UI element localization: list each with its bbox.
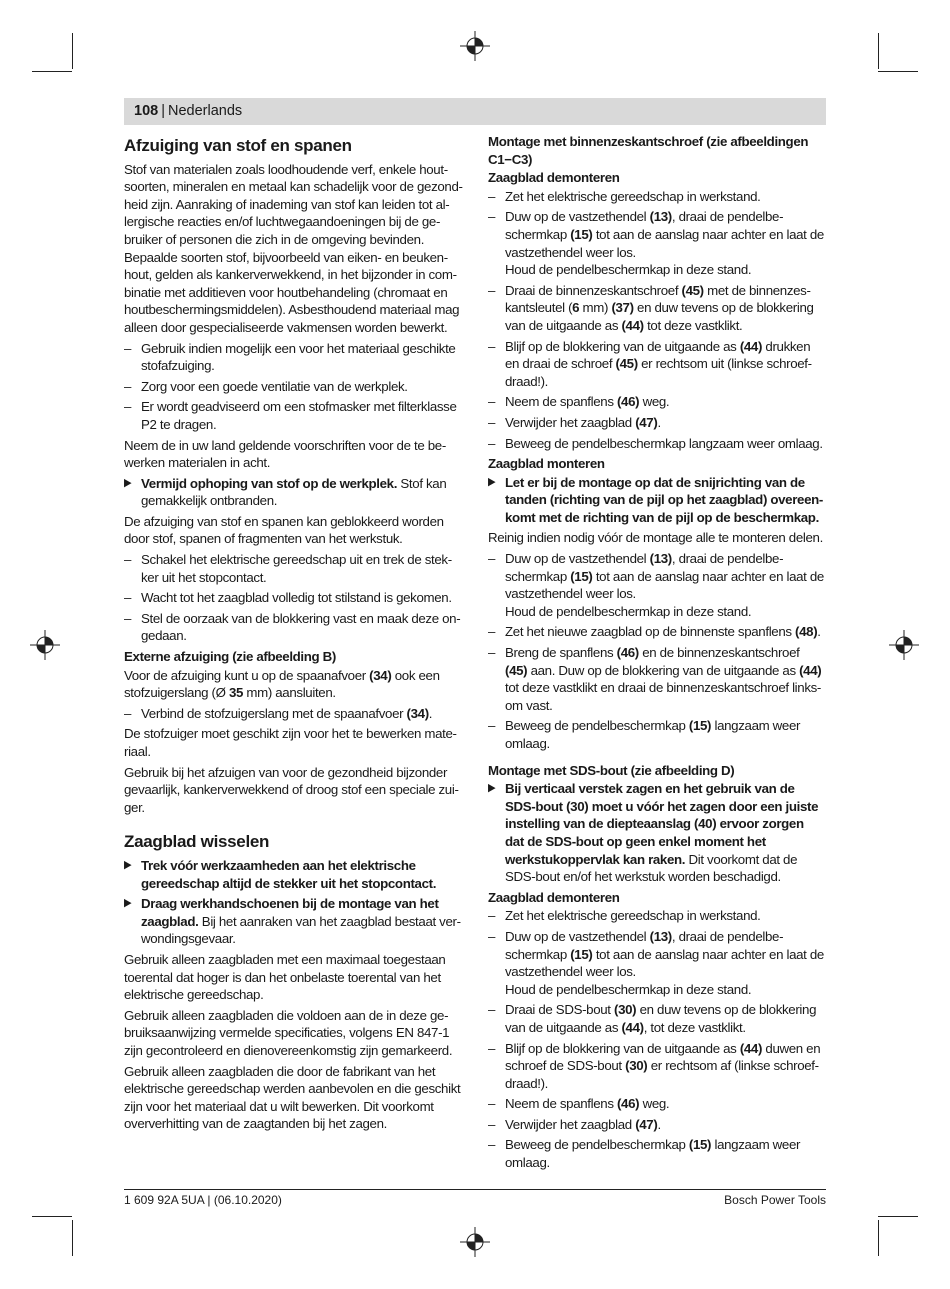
list-item: – Breng de spanflens (46) en de binnenzeskantschroef (45) aan. Duw op de blokkering van de uitgaande as (44) tot deze vastklikt en draai de binnenzeskantschroef linksom vast. [488, 645, 822, 713]
registration-mark-icon [889, 630, 919, 660]
warning-item: ▶ Trek vóór werkzaamheden aan het elektrische gereedschap altijd de stekker uit het stopcontact. [124, 857, 437, 891]
dash-marker: – [488, 188, 496, 204]
subsection-title: Montage met binnenzeskantschroef (zie afbeeldingen C1−C3) [488, 134, 809, 167]
dash-marker: – [488, 1096, 496, 1112]
list-item: – Beweeg de pendelbeschermkap langzaam weer omlaag. [488, 435, 823, 451]
list-item: – Neem de spanflens (46) weg. [488, 394, 670, 410]
crop-mark [878, 1216, 918, 1217]
list-item: – Duw op de vastzethendel (13), draai de pendelbeschermkap (15) tot aan de aanslag naar achter en laat de vastzethendel weer los. Houd de pendelbeschermkap in deze stand. [488, 928, 824, 997]
crop-mark [32, 71, 72, 72]
crop-mark [72, 33, 73, 69]
registration-mark-icon [460, 1227, 490, 1257]
warning-item: ▶ Vermijd ophoping van stof op de werkplek. Stof kan gemakkelijk ontbranden. [124, 475, 447, 509]
header-language: Nederlands [167, 103, 243, 119]
paragraph: Gebruik alleen zaagbladen die door de fabrikant van het elektrische gereedschap werden aanbevolen en die geschikt zijn voor het materiaal dat u wilt bewerken. Dit voorkomt oververhitting van de zaagtanden bij het zagen. [124, 1063, 461, 1132]
list-item: – Zet het nieuwe zaagblad op de binnenste spanflens (48). [488, 624, 821, 640]
list-item: – Er wordt geadviseerd om een stofmasker met filterklasse P2 te dragen. [124, 399, 457, 432]
dash-marker: – [488, 928, 496, 944]
footer-doc-id: 1 609 92A 5UA | (06.10.2020) [124, 1193, 282, 1207]
list-item: – Zet het elektrische gereedschap in werkstand. [488, 188, 761, 204]
list-item: – Beweeg de pendelbeschermkap (15) langzaam weer omlaag. [488, 1137, 801, 1171]
arrow-marker-icon: ▶ [124, 897, 132, 910]
footer-brand: Bosch Power Tools [724, 1193, 826, 1207]
paragraph: Gebruik alleen zaagbladen met een maximaal toegestaan toerental dat hoger is dan het onbelaste toerental van het elektrische gereedschap. [124, 951, 446, 1003]
dash-marker: – [488, 282, 496, 298]
dash-marker: – [124, 378, 132, 394]
dash-marker: – [488, 338, 496, 354]
dash-marker: – [488, 1002, 496, 1018]
dash-marker: – [124, 590, 132, 606]
dash-marker: – [124, 610, 132, 626]
arrow-marker-icon: ▶ [124, 858, 132, 871]
dash-marker: – [488, 414, 496, 430]
list-item: – Gebruik indien mogelijk een voor het materiaal geschikte stofafzuiging. [124, 340, 456, 374]
paragraph: Neem de in uw land geldende voorschriften voor de te bewerken materialen in acht. [124, 437, 447, 471]
arrow-marker-icon: ▶ [488, 782, 496, 795]
page-header [124, 98, 826, 125]
paragraph: De stofzuiger moet geschikt zijn voor het te bewerken materiaal. [124, 726, 457, 759]
footer-rule [124, 1189, 826, 1190]
paragraph: Reinig indien nodig vóór de montage alle te monteren delen. [488, 530, 823, 546]
list-item: – Neem de spanflens (46) weg. [488, 1096, 670, 1112]
section-title-blade: Zaagblad wisselen [124, 832, 270, 852]
dash-marker: – [488, 209, 496, 225]
dash-marker: – [488, 435, 496, 451]
list-item: – Wacht tot het zaagblad volledig tot stilstand is gekomen. [124, 590, 452, 606]
subsection-title: Montage met SDS-bout (zie afbeelding D) [488, 762, 735, 778]
list-item: – Blijf op de blokkering van de uitgaande as (44) duwen en schroef de SDS-bout (30) er rechtsom af (linkse schroefdraad!). [488, 1040, 821, 1091]
warning-item: ▶ Bij verticaal verstek zagen en het gebruik van de SDS-bout (30) moet u vóór het zagen door een juiste instelling van de diepteaanslag (40) ervoor zorgen dat de SDS-bout op geen enkel moment het werkstukoppervlak kan raken. Dit voorkomt dat de SDS-bout en/of het werkstuk worden beschadigd. [488, 781, 819, 885]
list-item: – Verwijder het zaagblad (47). [488, 1116, 661, 1132]
right-column [488, 133, 825, 1175]
list-item: – Zorg voor een goede ventilatie van de werkplek. [124, 378, 408, 394]
dash-marker: – [124, 705, 132, 721]
dash-marker: – [488, 1116, 496, 1132]
list-item: – Duw op de vastzethendel (13), draai de pendelbeschermkap (15) tot aan de aanslag naar achter en laat de vastzethendel weer los. Houd de pendelbeschermkap in deze stand. [488, 551, 824, 619]
subsection-title: Zaagblad demonteren [488, 889, 620, 905]
list-item: – Verwijder het zaagblad (47). [488, 414, 661, 430]
warning-item: ▶ Draag werkhandschoenen bij de montage van het zaagblad. Bij het aanraken van het zaagblad bestaat verwondingsgevaar. [124, 896, 462, 947]
dash-marker: – [124, 340, 132, 356]
dash-marker: – [488, 1040, 496, 1056]
list-item: – Beweeg de pendelbeschermkap (15) langzaam weer omlaag. [488, 718, 801, 751]
crop-mark [878, 71, 918, 72]
crop-mark [72, 1220, 73, 1256]
crop-mark [878, 33, 879, 69]
left-column [124, 133, 464, 1136]
registration-mark-icon [460, 31, 490, 61]
dash-marker: – [488, 645, 496, 661]
registration-mark-icon [30, 630, 60, 660]
list-item: – Schakel het elektrische gereedschap uit en trek de stekker uit het stopcontact. [124, 552, 453, 585]
list-item: – Draai de binnenzeskantschroef (45) met de binnenzeskantsleutel (6 mm) (37) en duw tevens op de blokkering van de uitgaande as (44) tot deze vastklikt. [488, 282, 814, 333]
warning-item: ▶ Let er bij de montage op dat de snijrichting van de tanden (richting van de pijl op het zaagblad) overeenkomt met de richting van de pijl op de beschermkap. [488, 474, 824, 525]
list-item: – Zet het elektrische gereedschap in werkstand. [488, 908, 761, 924]
dash-marker: – [124, 552, 132, 568]
arrow-marker-icon: ▶ [488, 475, 496, 488]
dash-marker: – [488, 908, 496, 924]
page-number: 108 [134, 103, 159, 119]
subsection-title: Externe afzuiging (zie afbeelding B) [124, 649, 336, 665]
paragraph: De afzuiging van stof en spanen kan geblokkeerd worden door stof, spanen of fragmenten van het werkstuk. [124, 513, 444, 547]
list-item: – Draai de SDS-bout (30) en duw tevens op de blokkering van de uitgaande as (44), tot deze vastklikt. [488, 1002, 817, 1035]
paragraph: Gebruik bij het afzuigen van voor de gezondheid bijzonder gevaarlijk, kankerverwekkend of droog stof een speciale zuiger. [124, 764, 459, 815]
list-item: – Verbind de stofzuigerslang met de spaanafvoer (34). [124, 705, 433, 721]
list-item: – Blijf op de blokkering van de uitgaande as (44) drukken en draai de schroef (45) er rechtsom uit (linkse schroefdraad!). [488, 338, 813, 389]
dash-marker: – [488, 1137, 496, 1153]
crop-mark [32, 1216, 72, 1217]
paragraph: Voor de afzuiging kunt u op de spaanafvoer (34) ook een stofzuigerslang (Ø 35 mm) aansluiten. [124, 667, 440, 701]
header-separator: | [161, 103, 165, 119]
subsection-title: Zaagblad demonteren [488, 170, 620, 186]
dash-marker: – [488, 624, 496, 640]
list-item: – Stel de oorzaak van de blokkering vast en maak deze ongedaan. [124, 610, 461, 644]
dash-marker: – [488, 394, 496, 410]
subsection-title: Zaagblad monteren [488, 456, 605, 472]
dash-marker: – [124, 399, 132, 415]
paragraph: Gebruik alleen zaagbladen die voldoen aan de in deze gebruiksaanwijzing vermelde specificaties, volgens EN 847-1 zijn gecontroleerd en dienovereenkomstig zijn gemarkeerd. [124, 1007, 453, 1058]
crop-mark [878, 1220, 879, 1256]
dash-marker: – [488, 718, 496, 734]
paragraph: Stof van materialen zoals loodhoudende verf, enkele houtsoorten, mineralen en metaal kan schadelijk voor de gezondheid zijn. Aanraking of inademing van stof kan leiden tot allergische reacties en/of luchtwegaandoeningen bij de gebruiker of personen die zich in de omgeving bevinden. Bepaalde soorten stof, bijvoorbeeld van eiken- en beukenhout, gelden als kankerverwekkend, in het bijzonder in combinatie met additieven voor houtbehandeling (chromaat en houtbeschermingsmiddelen). Asbesthoudend materiaal mag alleen door gespecialiseerde vakmensen worden bewerkt. [124, 161, 463, 335]
arrow-marker-icon: ▶ [124, 476, 132, 489]
list-item: – Duw op de vastzethendel (13), draai de pendelbeschermkap (15) tot aan de aanslag naar achter en laat de vastzethendel weer los. Houd de pendelbeschermkap in deze stand. [488, 209, 824, 278]
dash-marker: – [488, 551, 496, 567]
section-title-dust: Afzuiging van stof en spanen [124, 136, 352, 155]
